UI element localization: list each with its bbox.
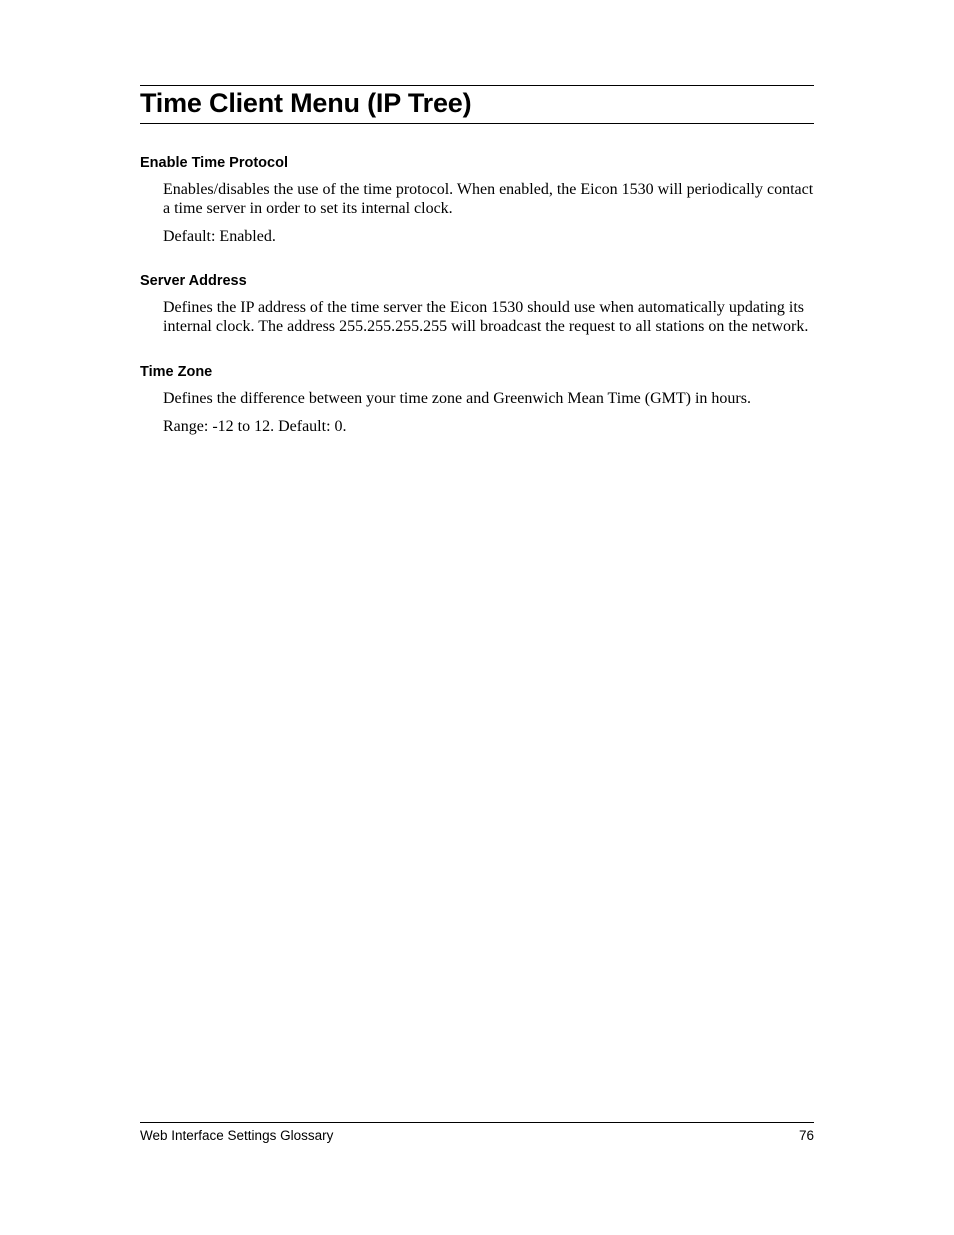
section-server-address bbox=[140, 271, 814, 336]
default-value-text: Default: Enabled. bbox=[163, 228, 276, 245]
range-default-text: Range: -12 to 12. Default: 0. bbox=[163, 418, 347, 435]
section-body bbox=[163, 389, 814, 436]
section-paragraph: Defines the difference between your time zone and Greenwich Mean Time (GMT) in hours. bbox=[163, 390, 751, 407]
section-body bbox=[163, 298, 814, 336]
footer-rule bbox=[140, 1122, 814, 1123]
title-bottom-rule bbox=[140, 123, 814, 124]
section-time-zone bbox=[140, 362, 814, 436]
footer-page-number: 76 bbox=[798, 1128, 814, 1143]
document-page bbox=[140, 0, 814, 1235]
page-title: Time Client Menu (IP Tree) bbox=[140, 88, 472, 118]
section-paragraph: Defines the IP address of the time server the Eicon 1530 should use when automatically updating its internal clock. The address 255.255.255.255 will broadcast the request to all stations on the network. bbox=[163, 299, 809, 335]
page-content bbox=[140, 153, 814, 436]
section-heading: Time Zone bbox=[140, 364, 213, 380]
section-enable-time-protocol bbox=[140, 153, 814, 246]
section-heading: Enable Time Protocol bbox=[140, 155, 288, 171]
section-body bbox=[163, 180, 814, 246]
section-heading: Server Address bbox=[140, 273, 247, 289]
footer-document-title: Web Interface Settings Glossary bbox=[140, 1128, 334, 1143]
section-paragraph: Enables/disables the use of the time protocol. When enabled, the Eicon 1530 will periodically contact a time server in order to set its internal clock. bbox=[163, 181, 814, 217]
